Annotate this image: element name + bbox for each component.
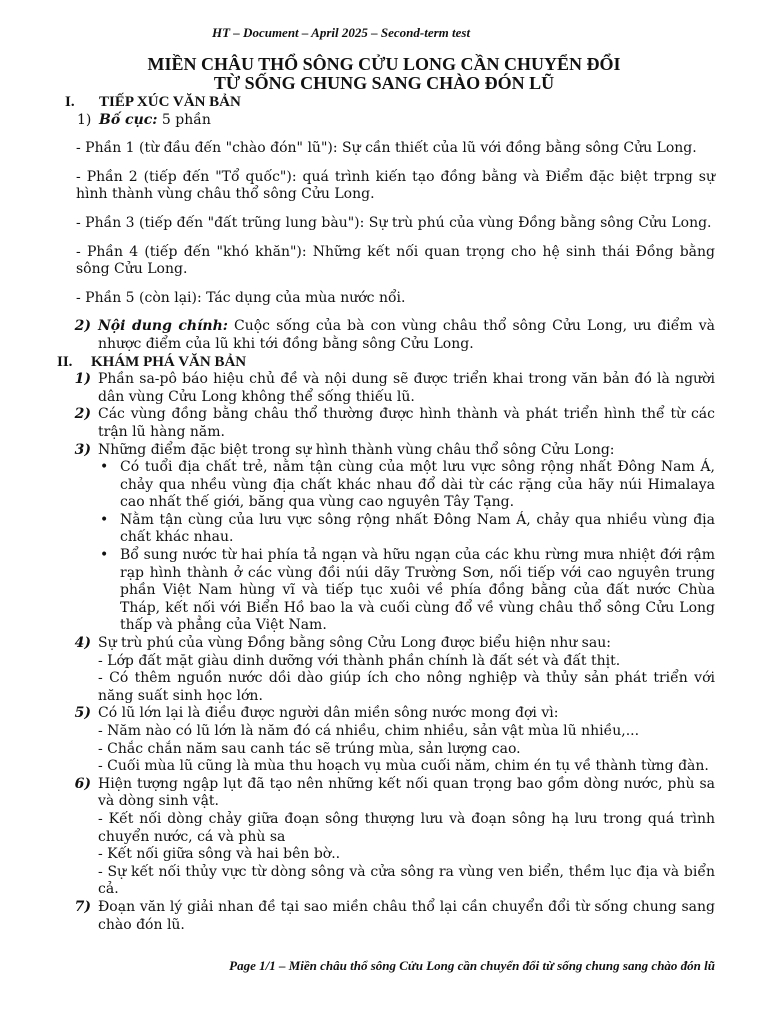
part-4: - Phần 4 (tiếp đến "khó khăn"): Những kết nối quan trọng cho hệ sinh thái Đồng bằng sông Cửu Long. bbox=[76, 243, 715, 278]
analysis-item-3 bbox=[57, 442, 715, 636]
item-number: 3) bbox=[74, 441, 91, 458]
bullet-icon: • bbox=[100, 547, 109, 564]
part-2: - Phần 2 (tiếp đến "Tổ quốc"): quá trình kiến tạo đồng bằng và Điểm đặc biệt trpng sự hình thành vùng châu thổ sông Cửu Long. bbox=[76, 168, 715, 203]
section-title: TIẾP XÚC VĂN BẢN bbox=[99, 94, 241, 110]
section-number: II. bbox=[57, 353, 73, 370]
document-title bbox=[0, 55, 768, 93]
page-header: HT – Document – April 2025 – Second-term test bbox=[212, 25, 471, 40]
document-body bbox=[57, 94, 715, 934]
list-item: • Có tuổi địa chất trẻ, nằm tận cùng của một lưu vực sông rộng nhất Đông Nam Á, chảy qua nhều vùng địa chất khác nhau đổ dài từ các rặng của hãy núi Himalaya cao nhất thế giới, băng qua vùng cao nguyên Tây Tạng. bbox=[100, 459, 715, 511]
item-number: 7) bbox=[74, 898, 91, 915]
analysis-item-1 bbox=[57, 371, 715, 406]
bullet-icon: • bbox=[100, 511, 109, 528]
part-3: - Phần 3 (tiếp đến "đất trũng lung bàu"): Sự trù phú của vùng Đồng bằng sông Cửu Long. bbox=[76, 214, 712, 231]
dash-line: - Sự kết nối thủy vực từ dòng sông và cửa sông ra vùng ven biển, thềm lục địa và biển cả. bbox=[98, 863, 715, 898]
item-label: Bố cục: bbox=[99, 111, 158, 128]
section-2-heading bbox=[49, 354, 715, 372]
section-1-heading bbox=[57, 94, 715, 112]
analysis-item-7 bbox=[57, 899, 715, 934]
item-text: Cuộc sống của bà con vùng châu thổ sông Cửu Long, ưu điểm và nhược điểm của lũ khi tới đồng bằng sông Cửu Long. bbox=[98, 318, 715, 352]
part-1: - Phần 1 (từ đầu đến "chào đón" lũ"): Sự cần thiết của lũ với đồng bằng sông Cửu Long. bbox=[76, 140, 697, 157]
dash-line: - Lớp đất mặt giàu dinh dưỡng với thành phần chính là đất sét và đất thịt. bbox=[98, 652, 621, 669]
title-line-2: TỪ SỐNG CHUNG SANG CHÀO ĐÓN LŨ bbox=[213, 73, 555, 93]
item-text: Các vùng đồng bằng châu thổ thường được hình thành và phát triển hình thể từ các trận lũ hàng năm. bbox=[98, 406, 715, 440]
item-text: Phần sa-pô báo hiệu chủ đề và nội dung sẽ được triển khai trong văn bản đó là người dân vùng Cửu Long không thể sống thiếu lũ. bbox=[98, 371, 715, 405]
item-text: 5 phần bbox=[157, 111, 211, 128]
dash-line: - Kết nối dòng chảy giữa đoạn sông thượng lưu và đoạn sông hạ lưu trong quá trình chuyển nước, cá và phù sa bbox=[98, 810, 715, 845]
analysis-item-2 bbox=[57, 406, 715, 441]
part-5: - Phần 5 (còn lại): Tác dụng của mùa nước nổi. bbox=[76, 289, 406, 306]
page-footer: Page 1/1 – Miền châu thổ sông Cửu Long cần chuyển đổi từ sống chung sang chào đón lũ bbox=[229, 958, 715, 973]
title-line-1: MIỀN CHÂU THỔ SÔNG CỬU LONG CẦN CHUYỂN ĐỔI bbox=[147, 54, 621, 74]
item-label: Nội dung chính: bbox=[98, 318, 228, 335]
item-number: 2) bbox=[74, 406, 91, 423]
analysis-item-6 bbox=[57, 776, 715, 899]
section-title: KHÁM PHÁ VĂN BẢN bbox=[91, 353, 247, 370]
main-content-item bbox=[57, 318, 715, 353]
item-text: Có lũ lớn lại là điều được người dân miền sông nước mong đợi vì: bbox=[98, 705, 559, 722]
item-number: 2) bbox=[74, 318, 91, 335]
list-item: • Bổ sung nước từ hai phía tả ngạn và hữu ngạn của các khu rừng mưa nhiệt đới rậm rạp hình thành ở các vùng đồi núi dãy Trường Sơn, nối tiếp với cao nguyên trung phần Việt Nam hùng vĩ và tiếp tục xuôi về phía đồng bằng của đất nước Chùa Tháp, kết nối với Biển Hồ bao la và cuối cùng đổ về vùng châu thổ sông Cửu Long thấp và phẳng của Việt Nam. bbox=[100, 547, 715, 634]
item-text: Hiện tượng ngập lụt đã tạo nên những kết nối quan trọng bao gồm dòng nước, phù sa và dòng sinh vật. bbox=[98, 775, 715, 810]
analysis-item-4 bbox=[57, 635, 715, 705]
item-text: Những điểm đặc biệt trong sự hình thành vùng châu thổ sông Cửu Long: bbox=[98, 441, 615, 458]
item-number: 5) bbox=[74, 705, 91, 722]
item-number: 1) bbox=[77, 111, 92, 128]
dash-line: - Cuối mùa lũ cũng là mùa thu hoạch vụ mùa cuối năm, chim én tụ về thành từng đàn. bbox=[98, 758, 709, 775]
bullet-icon: • bbox=[100, 459, 109, 476]
item-number: 1) bbox=[74, 371, 91, 388]
structure-item bbox=[77, 112, 715, 130]
dash-line: - Năm nào có lũ lớn là năm đó cá nhiều, chim nhiều, sản vật mùa lũ nhiều,... bbox=[98, 723, 640, 739]
bullet-list bbox=[98, 459, 715, 635]
item-number: 6) bbox=[74, 775, 91, 792]
analysis-item-5 bbox=[57, 705, 715, 775]
item-text: Đoạn văn lý giải nhan đề tại sao miền châu thổ lại cần chuyển đổi từ sống chung sang chào đón lũ. bbox=[98, 898, 715, 933]
list-item: • Nằm tận cùng của lưu vực sông rộng nhất Đông Nam Á, chảy qua nhiều vùng địa chất khác nhau. bbox=[100, 511, 715, 546]
dash-line: - Có thêm nguồn nước dồi dào giúp ích cho nông nghiệp và thủy sản phát triển với năng suất sinh học lớn. bbox=[98, 670, 715, 704]
section-number: I. bbox=[65, 94, 75, 110]
item-number: 4) bbox=[74, 635, 91, 652]
dash-line: - Chắc chắn năm sau canh tác sẽ trúng mùa, sản lượng cao. bbox=[98, 740, 521, 757]
dash-line: - Kết nối giữa sông và hai bên bờ.. bbox=[98, 846, 341, 863]
item-text: Sự trù phú của vùng Đồng bằng sông Cửu Long được biểu hiện như sau: bbox=[98, 635, 611, 652]
